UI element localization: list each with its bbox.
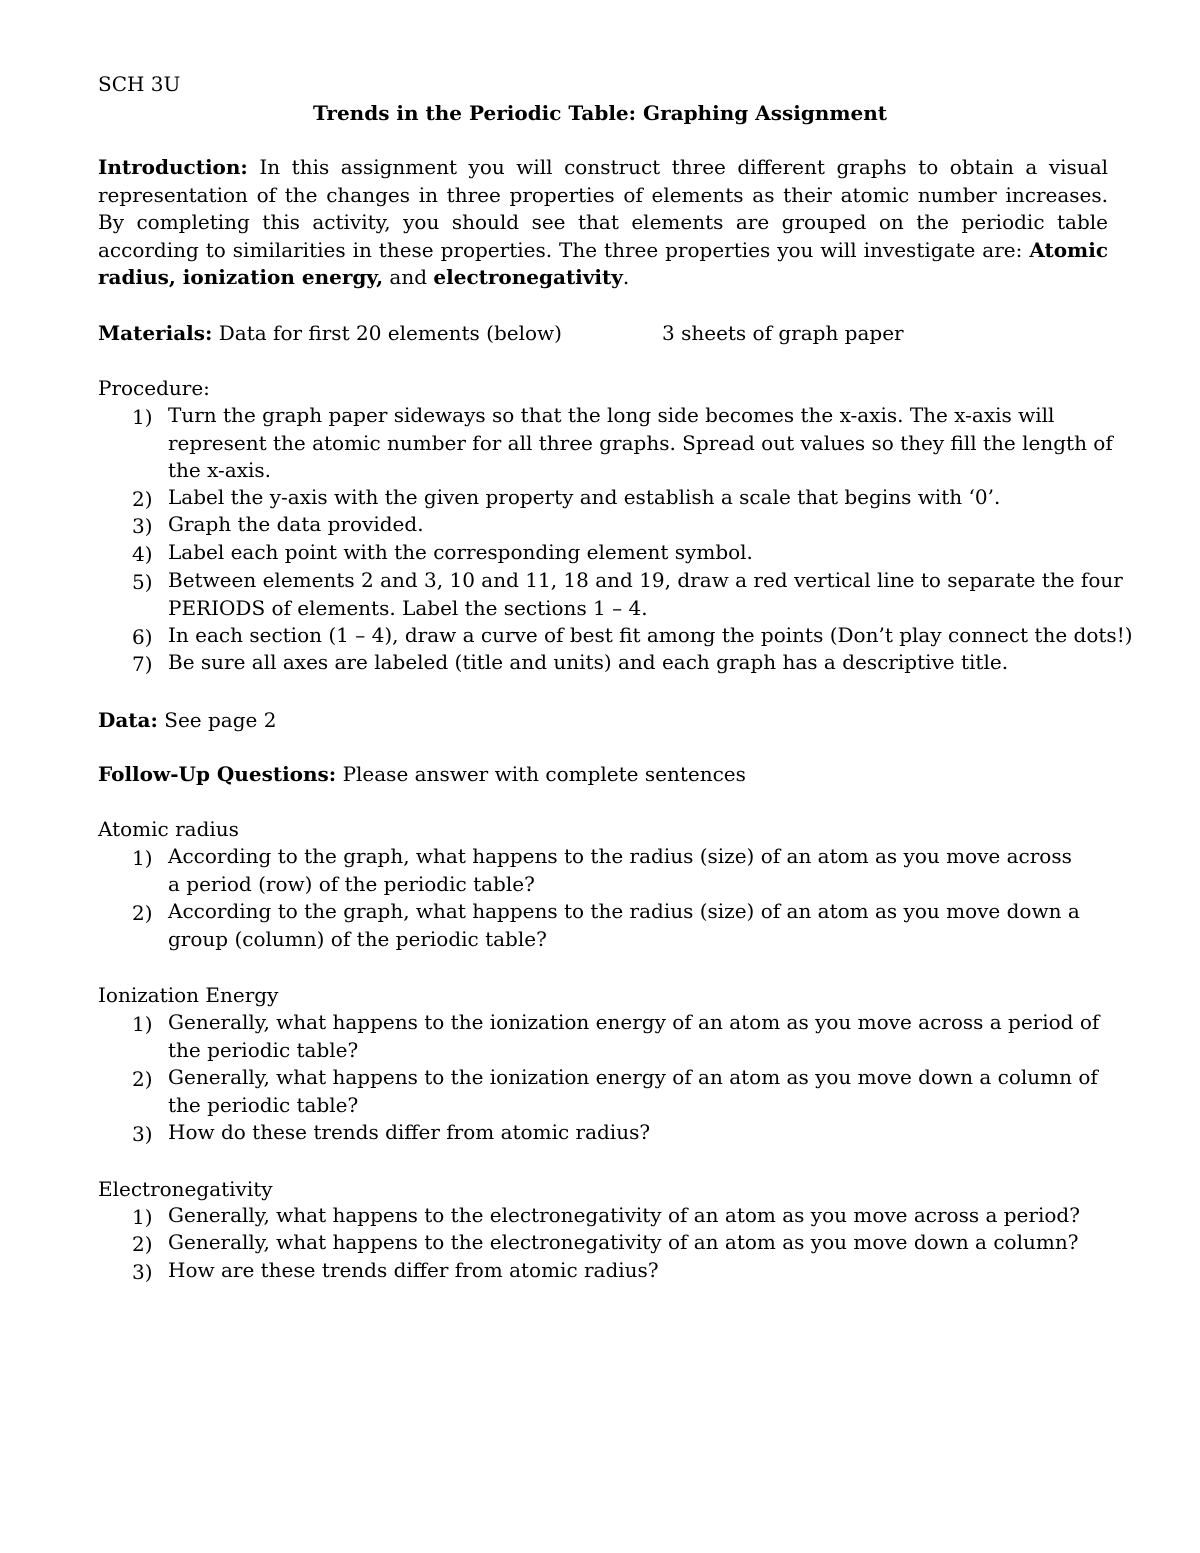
materials-item-1: Data for first 20 elements (below): [218, 321, 562, 345]
materials-item-2: 3 sheets of graph paper: [662, 321, 904, 345]
introduction-and: and: [389, 265, 428, 289]
procedure-step: Between elements 2 and 3, 10 and 11, 18 and 19, draw a red vertical line to separate the four PERIODS of elements. Label the sections 1 – 4.: [168, 568, 1123, 620]
question: Generally, what happens to the ionization energy of an atom as you move down a column of the periodic table?: [168, 1065, 1098, 1117]
procedure-step-number: 4): [132, 542, 153, 566]
question: Generally, what happens to the electronegativity of an atom as you move across a period?: [168, 1203, 1080, 1227]
procedure-step-number: 2): [132, 487, 153, 511]
procedure-step: In each section (1 – 4), draw a curve of best fit among the points (Don’t play connect the dots!): [168, 623, 1133, 647]
follow-up-line: [98, 762, 746, 786]
introduction-end: .: [622, 265, 630, 289]
question: According to the graph, what happens to the radius (size) of an atom as you move down a group (column) of the periodic table?: [168, 899, 1080, 951]
question: Generally, what happens to the ionization energy of an atom as you move across a period of the periodic table?: [168, 1010, 1100, 1062]
follow-up-label: Follow-Up Questions:: [98, 762, 337, 786]
procedure-step: Label the y-axis with the given property and establish a scale that begins with ‘0’.: [168, 485, 1001, 509]
procedure-step: Label each point with the corresponding element symbol.: [168, 540, 753, 564]
question: How do these trends differ from atomic radius?: [168, 1120, 651, 1144]
materials-label: Materials:: [98, 321, 213, 345]
procedure-step: Turn the graph paper sideways so that the long side becomes the x-axis. The x-axis will represent the atomic number for all three graphs. Spread out values so they fill the length of the x-axis.: [168, 403, 1113, 482]
data-line: [98, 708, 276, 732]
data-text: See page 2: [164, 708, 277, 732]
course-code: SCH 3U: [98, 72, 181, 96]
follow-up-text: Please answer with complete sentences: [342, 762, 746, 786]
data-label: Data:: [98, 708, 158, 732]
procedure-step-number: 1): [132, 405, 153, 429]
materials-line: [98, 321, 562, 345]
question: Generally, what happens to the electronegativity of an atom as you move down a column?: [168, 1230, 1079, 1254]
question-number: 2): [132, 1232, 153, 1256]
procedure-step-number: 3): [132, 514, 153, 538]
procedure-label: Procedure:: [98, 376, 210, 400]
question-number: 1): [132, 1205, 153, 1229]
question-number: 2): [132, 1067, 153, 1091]
question-number: 3): [132, 1122, 153, 1146]
procedure-step-number: 7): [132, 652, 153, 676]
introduction-paragraph: [98, 154, 1108, 292]
question-number: 1): [132, 1012, 153, 1036]
procedure-step-number: 5): [132, 570, 153, 594]
question-number: 2): [132, 901, 153, 925]
introduction-label: Introduction:: [98, 155, 248, 179]
question-number: 3): [132, 1260, 153, 1284]
page-title: Trends in the Periodic Table: Graphing Assignment: [312, 101, 888, 125]
procedure-step: Be sure all axes are labeled (title and units) and each graph has a descriptive title.: [168, 650, 1009, 674]
procedure-step-number: 6): [132, 625, 153, 649]
ionization-energy-heading: Ionization Energy: [98, 983, 279, 1007]
introduction-text: In this assignment you will construct three different graphs to obtain a visual representation of the changes in three properties of elements as their atomic number increases. By completing this activity, you should see that elements are grouped on the periodic table according to similarities in these properties. The three properties you will investigate are:: [98, 155, 1109, 262]
electronegativity-heading: Electronegativity: [98, 1177, 273, 1201]
atomic-radius-heading: Atomic radius: [98, 817, 239, 841]
question: According to the graph, what happens to the radius (size) of an atom as you move across a period (row) of the periodic table?: [168, 844, 1072, 896]
introduction-bold-terms: Atomic radius, ionization energy,: [98, 237, 1108, 289]
question: How are these trends differ from atomic radius?: [168, 1258, 659, 1282]
procedure-step: Graph the data provided.: [168, 512, 424, 536]
introduction-bold-last: electronegativity: [433, 265, 623, 289]
question-number: 1): [132, 846, 153, 870]
